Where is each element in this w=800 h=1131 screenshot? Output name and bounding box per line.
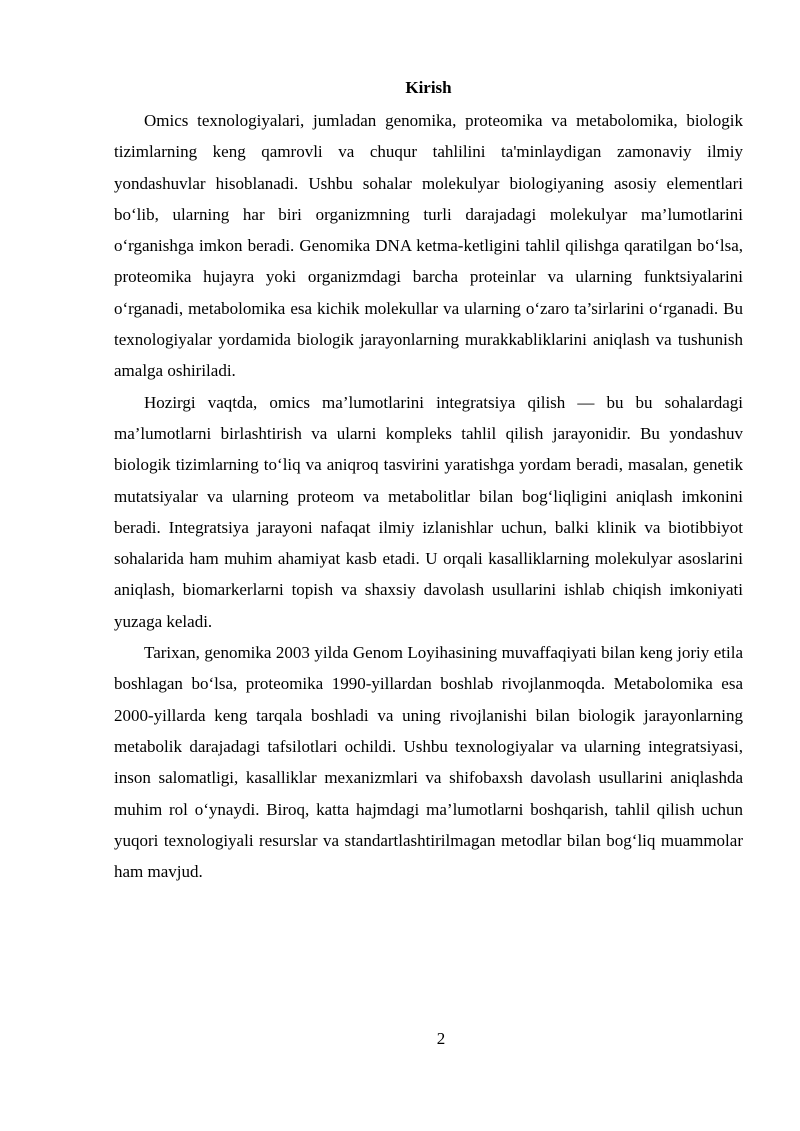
document-page	[114, 74, 743, 887]
paragraph-omics-history: Tarixan, genomika 2003 yilda Genom Loyihasining muvaffaqiyati bilan keng joriy etila boshlagan bo‘lsa, proteomika 1990-yillardan boshlab rivojlanmoqda. Metabolomika esa 2000-yillarda keng tarqala boshladi va uning rivojlanishi bilan biologik jarayonlarning metabolik darajadagi tafsilotlari ochildi. Ushbu texnologiyalar va ularning integratsiyasi, inson salomatligi, kasalliklar mexanizmlari va shifobaxsh davolash usullarini aniqlashda muhim rol o‘ynaydi. Biroq, katta hajmdagi ma’lumotlarni boshqarish, tahlil qilish uchun yuqori texnologiyali resurslar va standartlashtirilmagan metodlar bilan bog‘liq muammolar ham mavjud.	[114, 643, 743, 882]
paragraph-omics-integration: Hozirgi vaqtda, omics ma’lumotlarini integratsiya qilish — bu bu sohalardagi ma’lumotlarni birlashtirish va ularni kompleks tahlil qilish jarayonidir. Bu yondashuv biologik tizimlarning to‘liq va aniqroq tasvirini yaratishga yordam beradi, masalan, genetik mutatsiyalar va ularning proteom va metabolitlar bilan bog‘liqligini aniqlash imkonini beradi. Integratsiya jarayoni nafaqat ilmiy izlanishlar uchun, balki klinik va biotibbiyot sohalarida ham muhim ahamiyat kasb etadi. U orqali kasalliklarning molekulyar asoslarini aniqlash, biomarkerlarni topish va shaxsiy davolash usullarini ishlab chiqish imkoniyati yuzaga keladi.	[114, 392, 743, 631]
section-heading: Kirish	[405, 78, 452, 97]
page-number: 2	[436, 1029, 446, 1048]
paragraph-omics-overview: Omics texnologiyalari, jumladan genomika, proteomika va metabolomika, biologik tizimlarning keng qamrovli va chuqur tahlilini ta'minlaydigan zamonaviy ilmiy yondashuvlar hisoblanadi. Ushbu sohalar molekulyar biologiyaning asosiy elementlari bo‘lib, ularning har biri organizmning turli darajadagi molekulyar ma’lumotlarini o‘rganishga imkon beradi. Genomika DNA ketma-ketligini tahlil qilishga qaratilgan bo‘lsa, proteomika hujayra yoki organizmdagi barcha proteinlar va ularning funktsiyalarini o‘rganadi, metabolomika esa kichik molekullar va ularning o‘zaro ta’sirlarini o‘rganadi. Bu texnologiyalar yordamida biologik jarayonlarning murakkabliklarini aniqlash va tushunish amalga oshiriladi.	[114, 111, 743, 381]
